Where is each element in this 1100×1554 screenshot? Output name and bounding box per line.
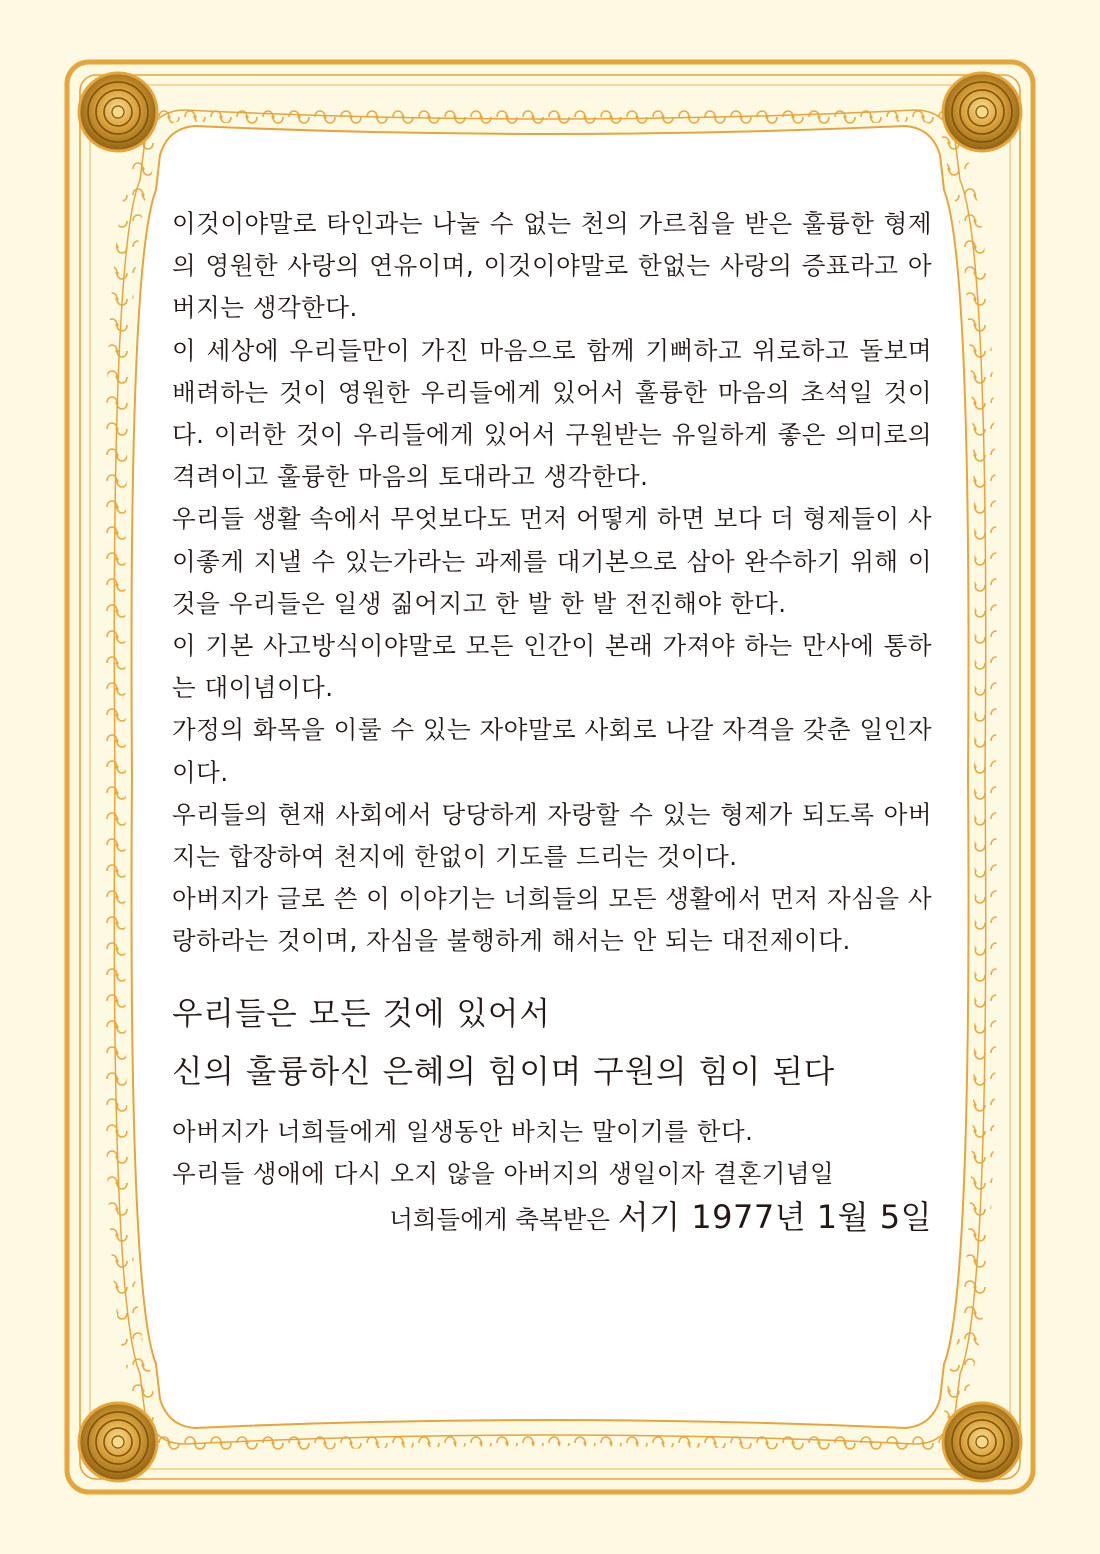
highlight-line: 신의 훌륭하신 은혜의 힘이며 구원의 힘이 된다 [172, 1053, 836, 1090]
body-paragraph: 우리들의 현재 사회에서 당당하게 자랑할 수 있는 형제가 되도록 아버지는 합장하여 천지에 한없이 기도를 드리는 것이다. [172, 799, 932, 872]
body-paragraph: 이것이야말로 타인과는 나눌 수 없는 천의 가르침을 받은 훌륭한 형제의 영원한 사랑의 연유이며, 이것이야말로 한없는 사랑의 증표라고 아버지는 생각한다. [172, 209, 932, 323]
closing-line: 아버지가 너희들에게 일생동안 바치는 말이기를 한다. [172, 1116, 754, 1146]
signature-prefix: 너희들에게 축복받은 [389, 1205, 618, 1235]
gold-medallion-icon [943, 1403, 1021, 1481]
gold-medallion-icon [943, 73, 1021, 151]
body-paragraph: 이 기본 사고방식이야말로 모든 인간이 본래 가져야 하는 만사에 통하는 대이념이다. [172, 631, 932, 703]
document-body [172, 203, 932, 1244]
body-paragraph: 이 세상에 우리들만이 가진 마음으로 함께 기뻐하고 위로하고 돌보며 배려하는 것이 영원한 우리들에게 있어서 훌륭한 마음의 초석일 것이다. 이러한 것이 우리들에게 있어서 구원받는 유일하게 좋은 의미로의 격려이고 훌륭한 마음의 토대라고 생각한다. [172, 335, 932, 492]
highlight-statement [172, 985, 932, 1101]
body-paragraph: 가정의 화목을 이룰 수 있는 자야말로 사회로 나갈 자격을 갖춘 일인자이다. [172, 715, 932, 787]
closing-section [172, 1111, 932, 1244]
highlight-line: 우리들은 모든 것에 있어서 [172, 995, 551, 1032]
body-paragraph: 우리들 생활 속에서 무엇보다도 먼저 어떻게 하면 보다 더 형제들이 사이좋게 지낼 수 있는가라는 과제를 대기본으로 삼아 완수하기 위해 이것을 우리들은 일생 짊어지고 한 발 한 발 전진해야 한다. [172, 504, 932, 618]
body-paragraph: 아버지가 글로 쓴 이 이야기는 너희들의 모든 생활에서 먼저 자심을 사랑하라는 것이며, 자심을 불행하게 해서는 안 되는 대전제이다. [172, 884, 932, 956]
closing-line: 우리들 생애에 다시 오지 않을 아버지의 생일이자 결혼기념일 [172, 1158, 835, 1188]
signature-date: 서기 1977년 1월 5일 [617, 1198, 932, 1237]
gold-medallion-icon [79, 1403, 157, 1481]
signature-line [172, 1193, 932, 1244]
gold-medallion-icon [79, 73, 157, 151]
